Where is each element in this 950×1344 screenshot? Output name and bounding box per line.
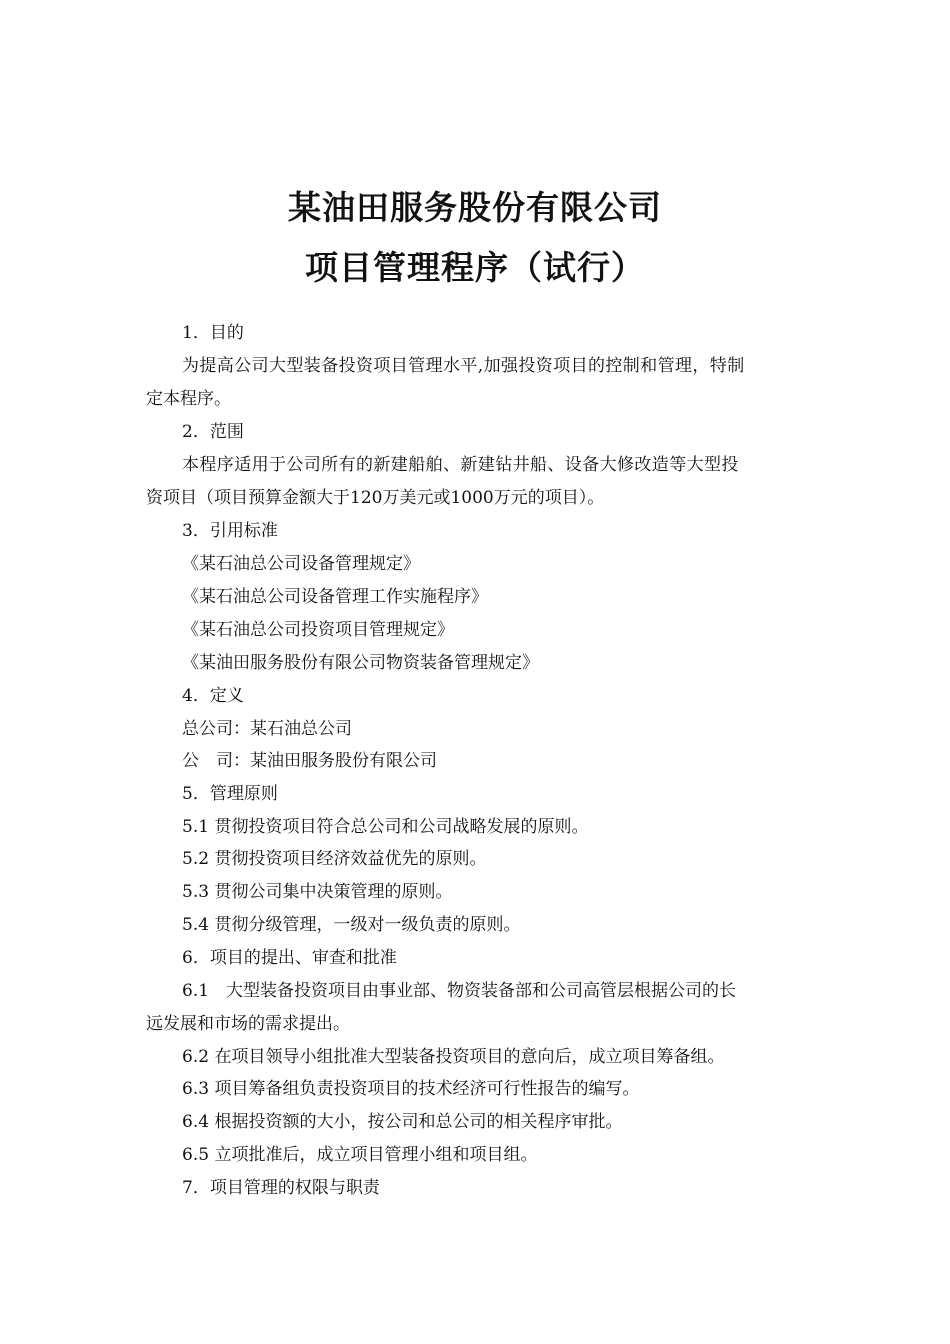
definition-item: 总公司：某石油总公司 [182,719,352,739]
principle-item: 5.3 贯彻公司集中决策管理的原则。 [182,882,453,902]
principle-item: 5.1 贯彻投资项目符合总公司和公司战略发展的原则。 [182,817,589,837]
section-1-paragraph-line-2: 定本程序。 [146,389,231,409]
section-5-heading: 5．管理原则 [182,784,278,804]
section-2-paragraph-line-2: 资项目（项目预算金额大于120万美元或1000万元的项目）。 [146,488,605,508]
reference-item: 《某石油总公司设备管理工作实施程序》 [182,587,488,607]
company-title: 某油田服务股份有限公司 [288,188,662,227]
reference-item: 《某油田服务股份有限公司物资装备管理规定》 [182,653,539,673]
procedure-item: 6.4 根据投资额的大小，按公司和总公司的相关程序审批。 [182,1112,623,1132]
procedure-item: 6.5 立项批准后，成立项目管理小组和项目组。 [182,1145,538,1165]
section-6-heading: 6．项目的提出、审查和批准 [182,948,397,968]
section-4-heading: 4．定义 [182,686,244,706]
definition-item: 公 司：某油田服务股份有限公司 [182,751,437,771]
document-title: 项目管理程序（试行） [305,248,645,287]
procedure-item-line-2: 远发展和市场的需求提出。 [146,1014,350,1034]
procedure-item: 6.2 在项目领导小组批准大型装备投资项目的意向后，成立项目筹备组。 [182,1047,725,1067]
principle-item: 5.2 贯彻投资项目经济效益优先的原则。 [182,849,487,869]
reference-item: 《某石油总公司投资项目管理规定》 [182,620,454,640]
reference-item: 《某石油总公司设备管理规定》 [182,554,420,574]
section-1-paragraph-line-1: 为提高公司大型装备投资项目管理水平,加强投资项目的控制和管理，特制 [182,356,745,376]
section-3-heading: 3．引用标准 [182,521,278,541]
section-2-heading: 2．范围 [182,422,244,442]
section-7-heading: 7．项目管理的权限与职责 [182,1178,380,1198]
procedure-item: 6.3 项目筹备组负责投资项目的技术经济可行性报告的编写。 [182,1079,640,1099]
procedure-item-line-1: 6.1 大型装备投资项目由事业部、物资装备部和公司高管层根据公司的长 [182,981,737,1001]
section-1-heading: 1．目的 [182,323,244,343]
section-2-paragraph-line-1: 本程序适用于公司所有的新建船舶、新建钻井船、设备大修改造等大型投 [182,455,739,475]
principle-item: 5.4 贯彻分级管理，一级对一级负责的原则。 [182,915,521,935]
